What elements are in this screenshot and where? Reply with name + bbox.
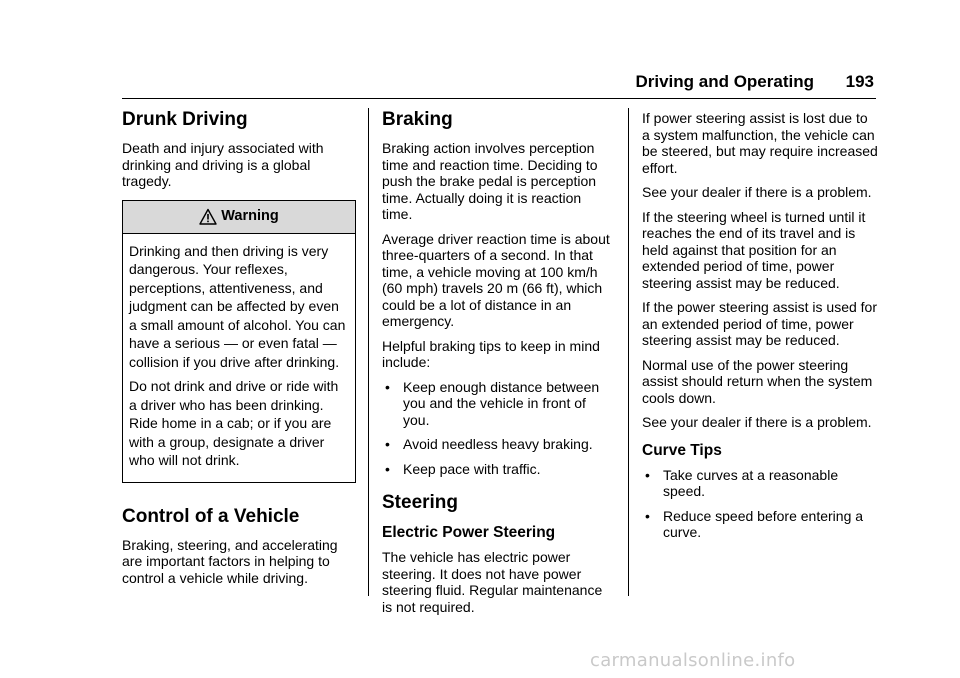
braking-paragraph: Helpful braking tips to keep in mind include: (382, 337, 600, 370)
steering-paragraph: See your dealer if there is a problem. (642, 414, 872, 430)
list-item: • Reduce speed before entering a curve. (645, 507, 864, 540)
warning-paragraph: Do not drink and drive or ride with a driver who has been drinking. Ride home in a cab; or if you are with a group, designate a driver who will not drink. (129, 378, 339, 468)
bullet-marker: • (645, 466, 650, 483)
eps-text: The vehicle has electric power steering. It does not have power steering fluid. Regular maintenance is not required. (382, 549, 603, 615)
drunk-driving-intro: Death and injury associated with drinking and driving is a global tragedy. (122, 140, 324, 189)
warning-header (123, 201, 355, 234)
steering-paragraph: If power steering assist is lost due to a system malfunction, the vehicle can be steered, but may require increased effort. (642, 110, 878, 176)
bullet-marker: • (645, 507, 650, 524)
steering-paragraph: If the steering wheel is turned until it reaches the end of its travel and is held against that position for an extended period of time, power steering assist may be reduced. (642, 208, 866, 291)
warning-body (123, 234, 355, 482)
warning-box (122, 200, 356, 483)
column-divider (368, 108, 369, 596)
page-header (122, 70, 876, 99)
steering-heading: Steering (382, 492, 459, 513)
list-item: • Take curves at a reasonable speed. (645, 466, 839, 499)
column-middle (382, 108, 612, 623)
column-right (642, 110, 878, 549)
page-number: 193 (845, 72, 874, 91)
warning-paragraph: Drinking and then driving is very dangerous. Your reflexes, perceptions, attentiveness, and judgment can be affected by even a small amount of alcohol. You can have a serious — or even fatal — collision if you drive after drinking. (129, 242, 346, 370)
eps-heading: Electric Power Steering (382, 524, 556, 541)
section-title: Driving and Operating (635, 72, 814, 91)
control-of-vehicle-heading: Control of a Vehicle (122, 505, 300, 527)
list-item: • Keep enough distance between you and the vehicle in front of you. (385, 378, 600, 428)
control-of-vehicle-text: Braking, steering, and accelerating are important factors in helping to control a vehicle while driving. (122, 536, 338, 586)
steering-paragraph: If the power steering assist is used for an extended period of time, power steering assist may be reduced. (642, 299, 877, 348)
steering-paragraph: Normal use of the power steering assist should return when the system cools down. (642, 356, 873, 406)
column-divider (628, 108, 629, 596)
watermark: carmanualsonline.info (590, 650, 796, 671)
braking-tips-list (382, 379, 612, 478)
list-item: • Avoid needless heavy braking. (385, 436, 593, 452)
curve-tips-list (642, 467, 878, 541)
list-item: • Keep pace with traffic. (385, 460, 541, 477)
bullet-marker: • (385, 436, 390, 452)
warning-title: Warning (221, 208, 279, 225)
braking-paragraph: Braking action involves perception time and reaction time. Deciding to push the brake pedal is perception time. Actually doing it is reaction time. (382, 140, 598, 222)
drunk-driving-heading: Drunk Driving (122, 109, 248, 130)
curve-tips-heading: Curve Tips (642, 441, 722, 459)
braking-heading: Braking (382, 109, 453, 130)
column-left (122, 108, 356, 594)
warning-triangle-icon (199, 208, 217, 226)
bullet-marker: • (385, 378, 390, 395)
bullet-marker: • (385, 460, 390, 477)
steering-paragraph: See your dealer if there is a problem. (642, 184, 872, 200)
braking-paragraph: Average driver reaction time is about three-quarters of a second. In that time, a vehicle moving at 100 km/h (60 mph) travels 20 m (66 ft), which could be a lot of distance in an emergency. (382, 230, 610, 329)
